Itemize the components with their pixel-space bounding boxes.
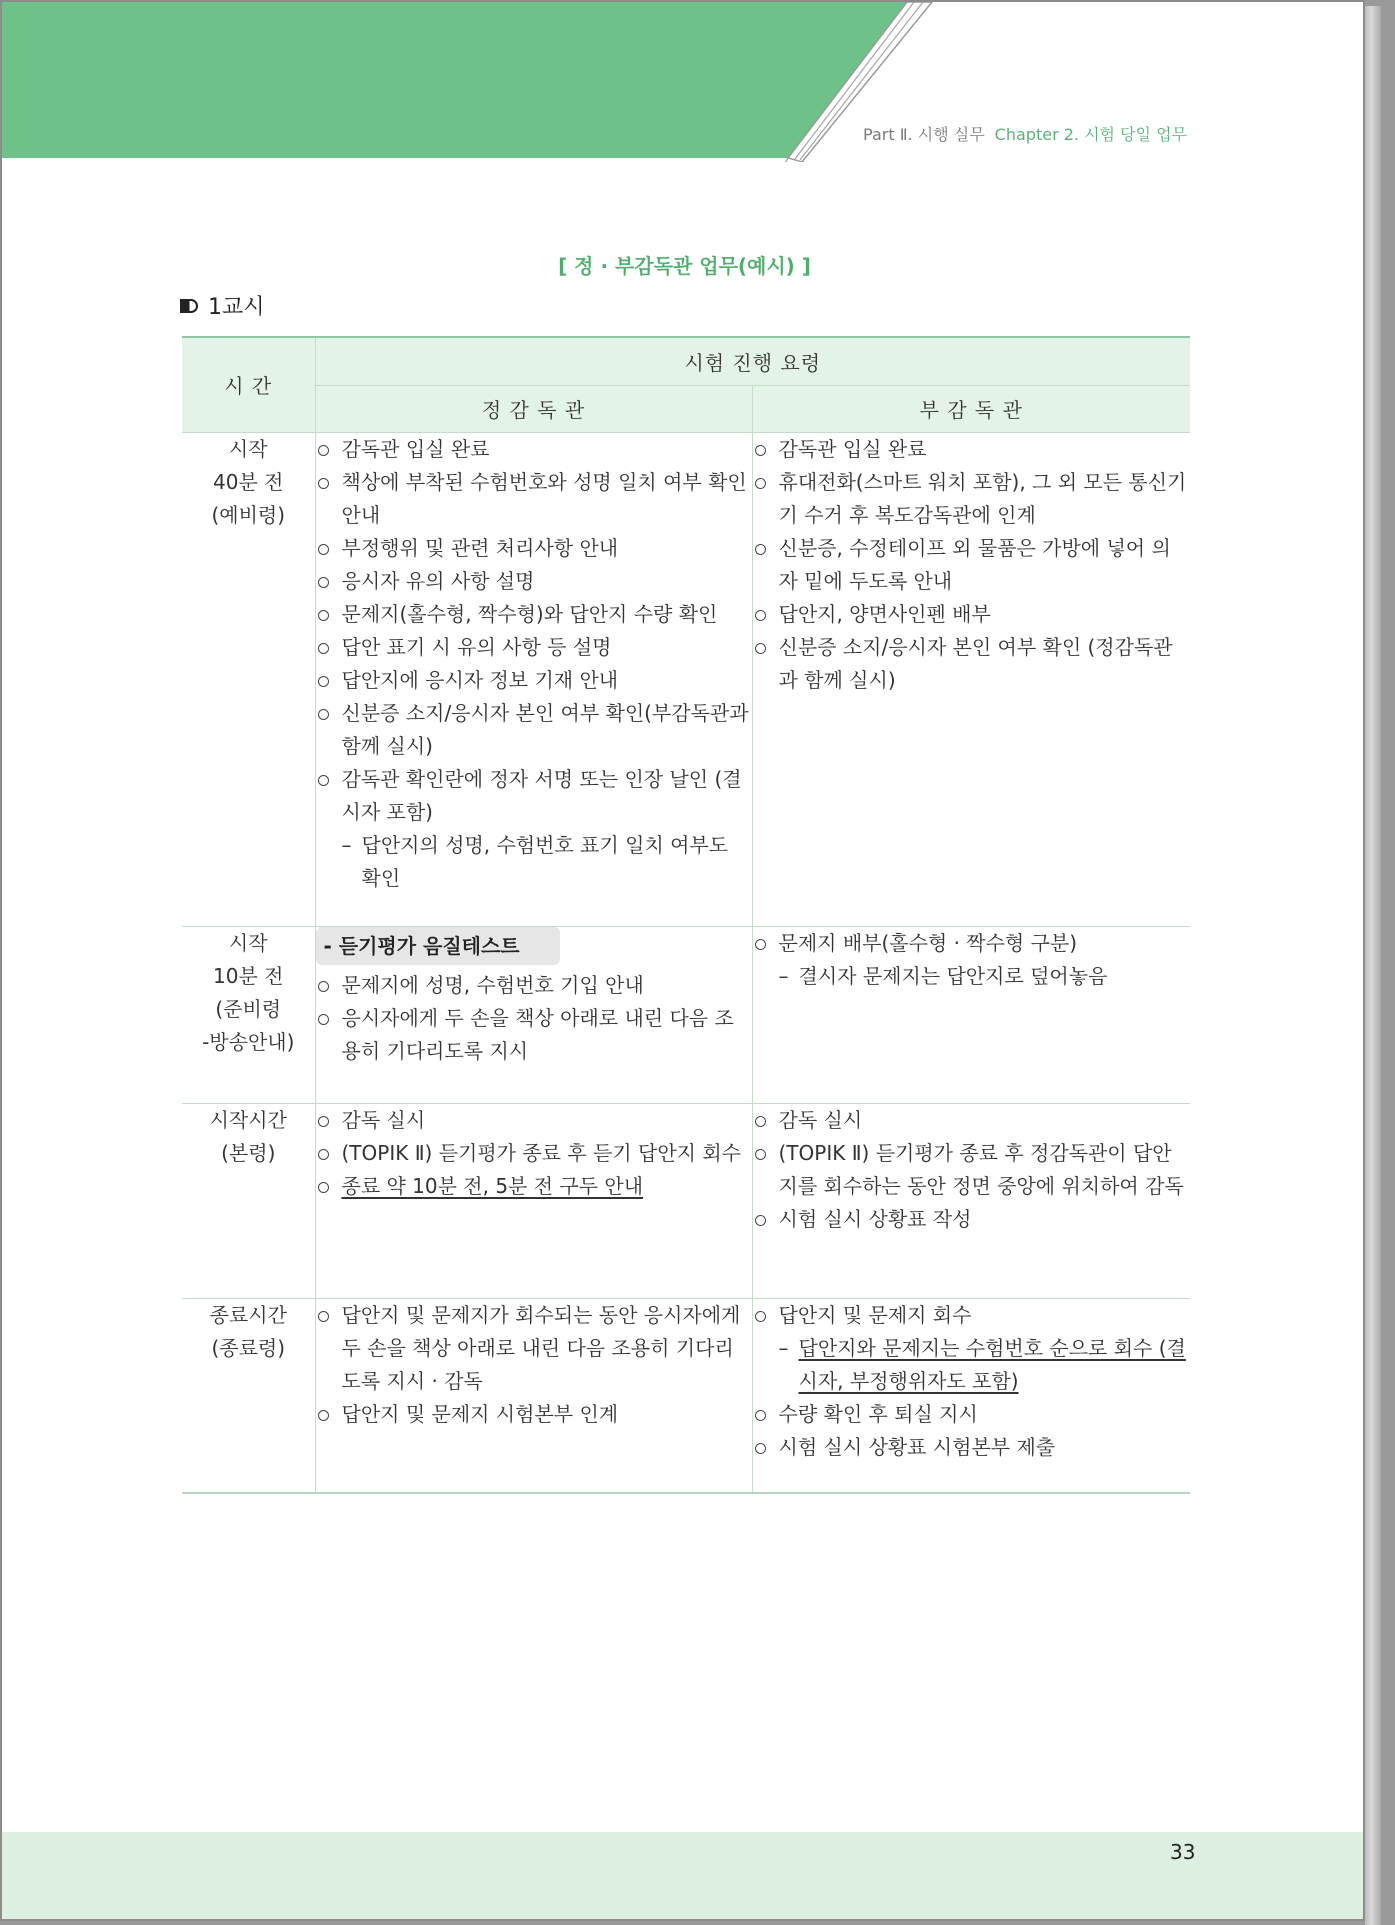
list-item: 답안지 및 문제지 회수 xyxy=(753,1299,1191,1332)
sub-list-item xyxy=(753,1332,1191,1398)
list-item: 문제지 배부(홀수형 · 짝수형 구분) xyxy=(753,927,1191,960)
list-item: 시험 실시 상황표 작성 xyxy=(753,1203,1191,1236)
time-header: 시 간 xyxy=(182,337,315,432)
time-cell: 시작 10분 전 (준비령 -방송안내) xyxy=(182,926,315,1103)
list-item: 감독관 입실 완료 xyxy=(753,433,1191,466)
assistant-duties-cell xyxy=(752,432,1190,926)
table-subheader-row xyxy=(182,385,1190,432)
procedure-header: 시험 진행 요령 xyxy=(315,337,1190,385)
running-head xyxy=(863,122,1187,145)
list-item: 답안지 및 문제지가 회수되는 동안 응시자에게 두 손을 책상 아래로 내린 다음 조용히 기다리도록 지시 · 감독 xyxy=(316,1299,752,1398)
chapter-label: Chapter 2. 시험 당일 업무 xyxy=(994,125,1187,144)
list-item: 감독 실시 xyxy=(316,1104,752,1137)
chief-duties-cell xyxy=(315,1103,752,1298)
list-item: 답안지에 응시자 정보 기재 안내 xyxy=(316,664,752,697)
time-cell: 시작시간 (본령) xyxy=(182,1103,315,1298)
list-item: 감독 실시 xyxy=(753,1104,1191,1137)
chief-duties-cell xyxy=(315,1298,752,1493)
table-row xyxy=(182,926,1190,1103)
list-item: 문제지에 성명, 수험번호 기입 안내 xyxy=(316,969,752,1002)
list-item: 문제지(홀수형, 짝수형)와 답안지 수량 확인 xyxy=(316,598,752,631)
listening-test-highlight: - 듣기평가 음질테스트 xyxy=(316,927,560,965)
sub-list-item: – 결시자 문제지는 답안지로 덮어놓음 xyxy=(753,960,1191,993)
sub-list-item: – 답안지의 성명, 수험번호 표기 일치 여부도 확인 xyxy=(316,829,752,895)
list-item: 응시자 유의 사항 설명 xyxy=(316,565,752,598)
half-circle-bullet-icon xyxy=(180,299,198,313)
proctor-duty-table xyxy=(182,336,1190,1494)
list-item: 답안지 및 문제지 시험본부 인계 xyxy=(316,1398,752,1431)
list-item: 신분증 소지/응시자 본인 여부 확인 (정감독관과 함께 실시) xyxy=(753,631,1191,697)
list-item: 감독관 확인란에 정자 서명 또는 인장 날인 (결시자 포함) xyxy=(316,763,752,829)
list-item: 수량 확인 후 퇴실 지시 xyxy=(753,1398,1191,1431)
assistant-proctor-header: 부 감 독 관 xyxy=(752,385,1190,432)
list-item: (TOPIK Ⅱ) 듣기평가 종료 후 듣기 답안지 회수 xyxy=(316,1137,752,1170)
list-item: 답안지, 양면사인펜 배부 xyxy=(753,598,1191,631)
list-item: 감독관 입실 완료 xyxy=(316,433,752,466)
page-edge-shadow xyxy=(1365,6,1381,1925)
table-row xyxy=(182,432,1190,926)
list-item: 응시자에게 두 손을 책상 아래로 내린 다음 조용히 기다리도록 지시 xyxy=(316,1002,752,1068)
chief-duties-cell xyxy=(315,432,752,926)
chief-duties-cell xyxy=(315,926,752,1103)
table-row xyxy=(182,1103,1190,1298)
list-item: 휴대전화(스마트 워치 포함), 그 외 모든 통신기기 수거 후 복도감독관에 인계 xyxy=(753,466,1191,532)
underlined-text: 답안지와 문제지는 수험번호 순으로 회수 (결시자, 부정행위자도 포함) xyxy=(798,1335,1186,1393)
list-item: 답안 표기 시 유의 사항 등 설명 xyxy=(316,631,752,664)
table-header-row xyxy=(182,337,1190,385)
time-cell: 시작 40분 전 (예비령) xyxy=(182,432,315,926)
part-label: Part Ⅱ. 시행 실무 xyxy=(863,125,985,144)
list-item: 시험 실시 상황표 시험본부 제출 xyxy=(753,1431,1191,1464)
list-item xyxy=(316,1170,752,1203)
assistant-duties-cell xyxy=(752,1103,1190,1298)
period-label: 1교시 xyxy=(208,295,265,320)
underlined-text: 종료 약 10분 전, 5분 전 구두 안내 xyxy=(341,1173,644,1198)
period-heading xyxy=(180,290,265,321)
list-item: 신분증 소지/응시자 본인 여부 확인(부감독관과 함께 실시) xyxy=(316,697,752,763)
page-number: 33 xyxy=(1170,1840,1196,1864)
assistant-duties-cell xyxy=(752,926,1190,1103)
assistant-duties-cell xyxy=(752,1298,1190,1493)
table-title: [ 정 · 부감독관 업무(예시) ] xyxy=(558,254,811,278)
time-cell: 종료시간 (종료령) xyxy=(182,1298,315,1493)
list-item: 신분증, 수정테이프 외 물품은 가방에 넣어 의자 밑에 두도록 안내 xyxy=(753,532,1191,598)
list-item: 책상에 부착된 수험번호와 성명 일치 여부 확인 안내 xyxy=(316,466,752,532)
chief-proctor-header: 정 감 독 관 xyxy=(315,385,752,432)
list-item: (TOPIK Ⅱ) 듣기평가 종료 후 정감독관이 답안지를 회수하는 동안 정면 중앙에 위치하여 감독 xyxy=(753,1137,1191,1203)
list-item: 부정행위 및 관련 처리사항 안내 xyxy=(316,532,752,565)
footer-band xyxy=(2,1832,1363,1921)
table-row xyxy=(182,1298,1190,1493)
